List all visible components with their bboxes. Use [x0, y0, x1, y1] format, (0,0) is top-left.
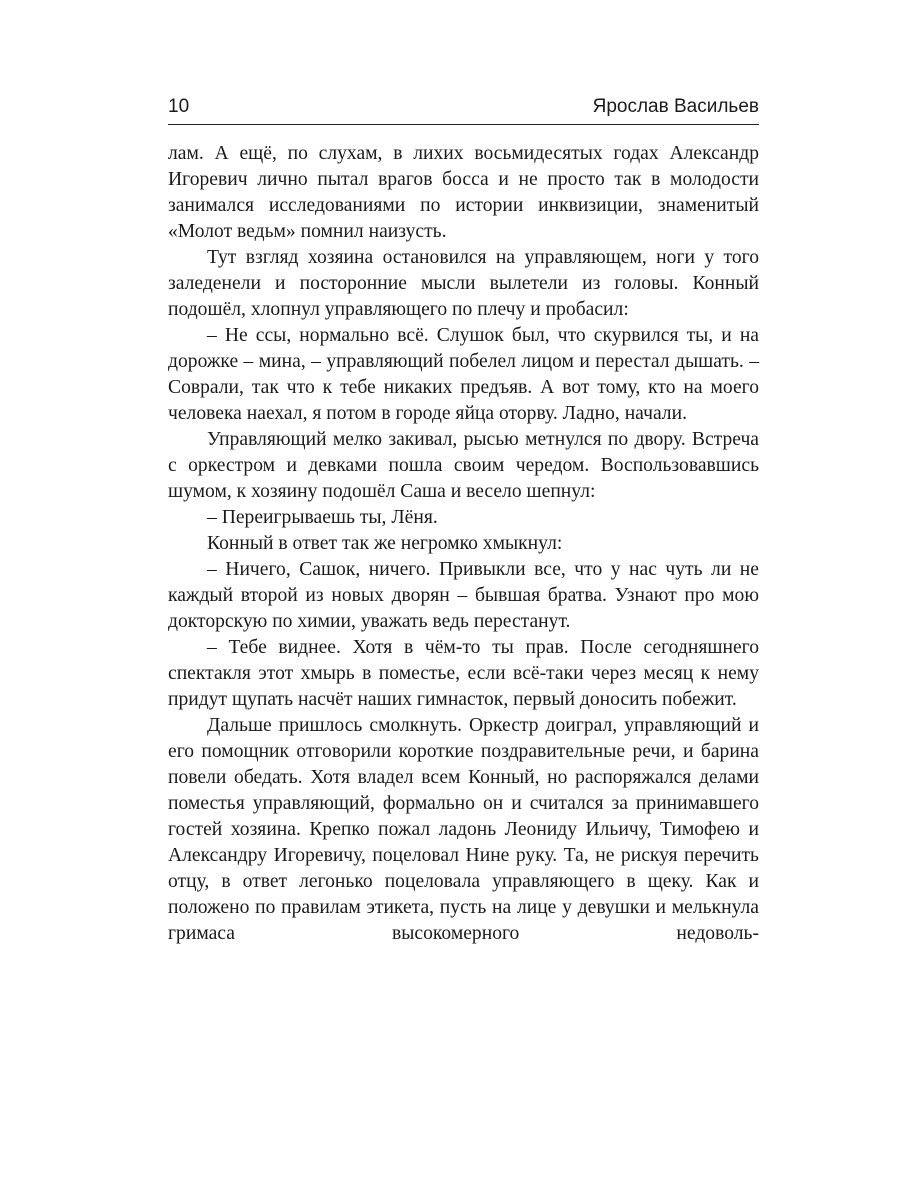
paragraph-8: – Тебе виднее. Хотя в чём-то ты прав. После сегодняшнего спектакля этот хмырь в поместье, если всё-таки через месяц к нему придут щупать насчёт наших гимнасток, первый доносить побежит.	[168, 637, 759, 710]
running-header	[168, 96, 759, 125]
paragraph-4: Управляющий мелко закивал, рысью метнулся по двору. Встреча с оркестром и девками пошла своим чередом. Воспользовавшись шумом, к хозяину подошёл Саша и весело шепнул:	[168, 429, 759, 502]
paragraph-2: Тут взгляд хозяина остановился на управляющем, ноги у того заледенели и посторонние мысли вылетели из головы. Конный подошёл, хлопнул управляющего по плечу и пробасил:	[168, 247, 759, 320]
author-name: Ярослав Васильев	[592, 96, 759, 117]
paragraph-3: – Не ссы, нормально всё. Слушок был, что скурвился ты, и на дорожке – мина, – управляющий побелел лицом и перестал дышать. – Соврали, так что к тебе никаких предъяв. А вот тому, кто на моего человека наехал, я потом в городе яйца оторву. Ладно, начали.	[168, 325, 759, 424]
paragraph-7: – Ничего, Сашок, ничего. Привыкли все, что у нас чуть ли не каждый второй из новых дворян – бывшая братва. Узнают про мою докторскую по химии, уважать ведь перестанут.	[168, 559, 759, 632]
paragraph-5: – Переигрываешь ты, Лёня.	[207, 507, 438, 528]
page-number: 10	[168, 96, 190, 117]
book-page	[168, 96, 759, 947]
paragraph-9: Дальше пришлось смолкнуть. Оркестр доиграл, управляющий и его помощник отговорили короткие поздравительные речи, и барина повели обедать. Хотя владел всем Конный, но распоряжался делами поместья управляющий, формально он и считался за принимавшего гостей хозяина. Крепко пожал ладонь Леониду Ильичу, Тимофею и Александру Игоревичу, поцеловал Нине руку. Та, не рискуя перечить отцу, в ответ легонько поцеловала управляющего в щеку. Как и положено по правилам этикета, пусть на лице у девушки и мелькнула гримаса высокомерного недоволь-	[168, 715, 759, 944]
paragraph-1: лам. А ещё, по слухам, в лихих восьмидесятых годах Александр Игоревич лично пытал врагов босса и не просто так в молодости занимался исследованиями по истории инквизиции, знаменитый «Молот ведьм» помнил наизусть.	[168, 143, 759, 242]
paragraph-6: Конный в ответ так же негромко хмыкнул:	[207, 533, 563, 554]
body-text	[168, 141, 759, 947]
